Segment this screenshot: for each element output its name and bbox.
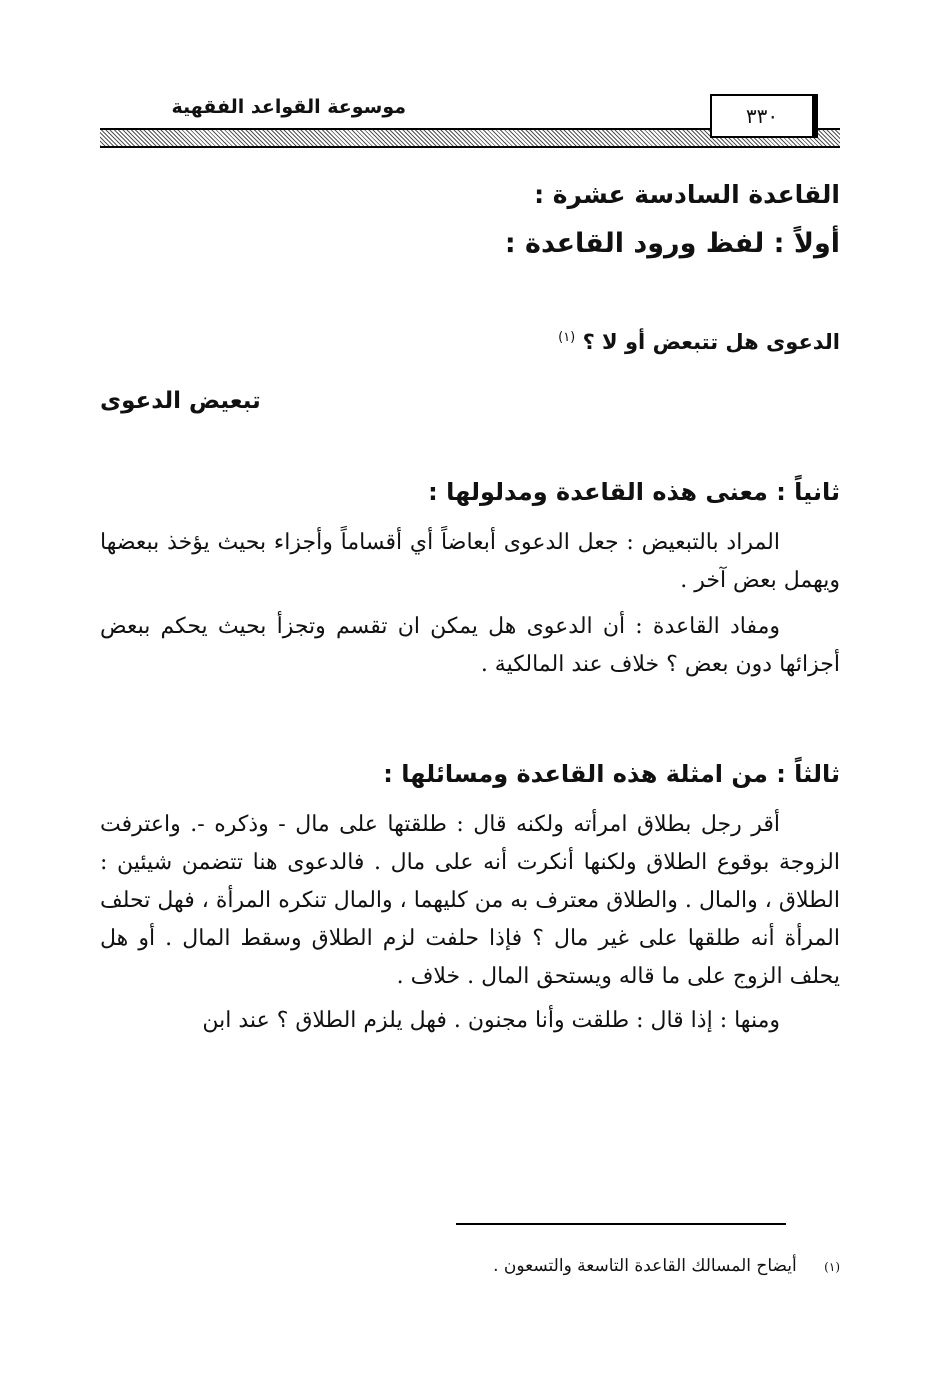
third-heading: ثالثاً : من امثلة هذه القاعدة ومسائلها : <box>383 760 840 788</box>
meaning-paragraph-2: ومفاد القاعدة : أن الدعوى هل يمكن ان تقسم وتجزأ بحيث يحكم ببعض أجزائها دون بعض ؟ خلاف عند المالكية . <box>100 614 840 677</box>
footnote-text: أيضاح المسالك القاعدة التاسعة والتسعون . <box>493 1256 797 1276</box>
examples-section <box>100 806 840 1040</box>
meaning-paragraph-1: المراد بالتبعيض : جعل الدعوى أبعاضاً أي أقساماً وأجزاء بحيث يؤخذ ببعضها ويهمل بعض آخر . <box>100 530 840 593</box>
rule-statement <box>100 330 840 354</box>
page-number: ٣٣٠ <box>745 104 779 128</box>
page-number-box <box>710 94 818 138</box>
rule-name: تبعيض الدعوى <box>100 388 261 414</box>
example-paragraph-2: ومنها : إذا قال : طلقت وأنا مجنون . فهل يلزم الطلاق ؟ عند ابن <box>202 1008 780 1033</box>
footnote-separator <box>456 1223 786 1225</box>
rule-footnote-ref: (١) <box>558 330 576 345</box>
rule-heading: القاعدة السادسة عشرة : <box>534 180 840 209</box>
rule-text: الدعوى هل تتبعض أو لا ؟ <box>582 330 840 354</box>
first-heading: أولاً : لفظ ورود القاعدة : <box>504 228 840 259</box>
footnote-mark: (١) <box>824 1260 840 1274</box>
example-paragraph-1: أقر رجل بطلاق امرأته ولكنه قال : طلقتها على مال - وذكره -. واعترفت الزوجة بوقوع الطلاق ولكنها أنكرت أنه على مال . فالدعوى هنا تتضمن شيئين : الطلاق ، والمال . والطلاق معترف به من كليهما ، والمال تنكره المرأة ، فهل تحلف المرأة أنه طلقها على غير مال ؟ فإذا حلفت لزم الطلاق وسقط المال . أو هل يحلف الزوج على ما قاله ويستحق المال . خلاف . <box>100 812 840 989</box>
footnote <box>300 1256 840 1276</box>
page-header <box>100 94 840 154</box>
second-heading: ثانياً : معنى هذه القاعدة ومدلولها : <box>428 478 840 506</box>
rule-name-container <box>100 388 840 414</box>
meaning-section <box>100 524 840 684</box>
series-title: موسوعة القواعد الفقهية <box>112 96 410 118</box>
